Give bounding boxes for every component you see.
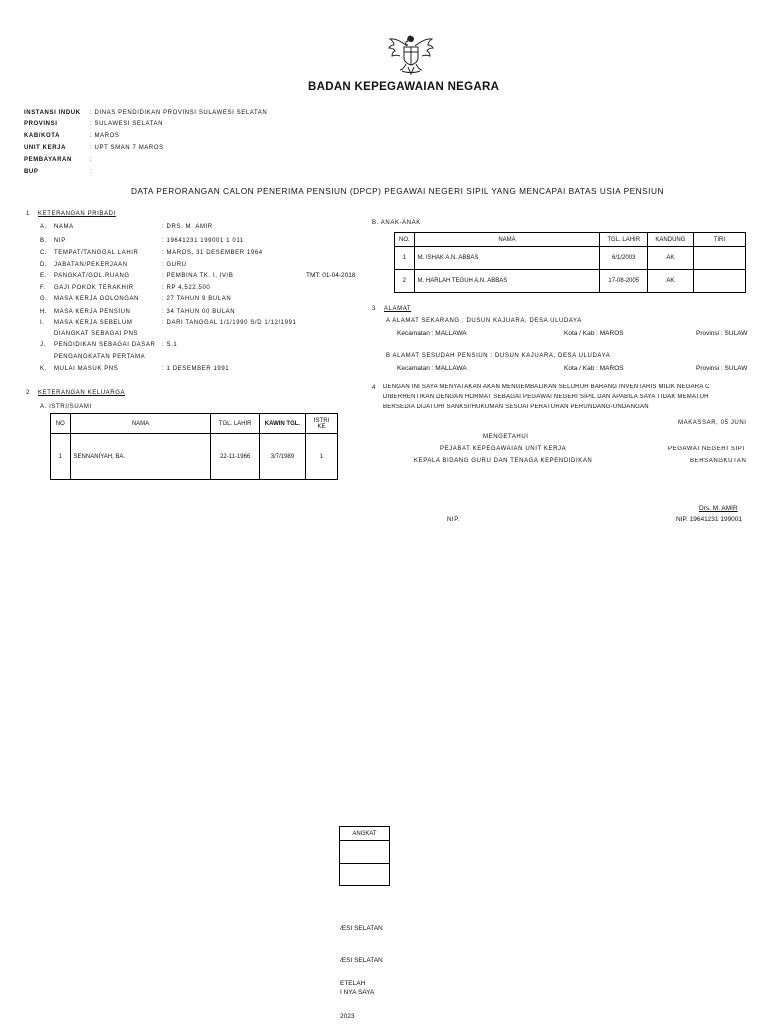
- retirement-address: B ALAMAT SESUDAH PENSIUN : DUSUN KAJUARA, DESA ULUDAYA: [386, 353, 611, 359]
- current-province: Provinsi : SULAW: [696, 330, 748, 337]
- row-value: : 19641231 199001 1 011: [162, 238, 244, 244]
- table-cell: 22-11-1966: [211, 434, 259, 480]
- section-heading: KETERANGAN PRIBADI: [38, 211, 116, 217]
- row-label: MASA KERJA SEBELUM: [54, 320, 133, 326]
- statement-line: DIBERHENTIKAN DENGAN HORMAT SEBAGAI PEGAWAI NEGERI SIPIL DAN APABILA SAYA TIDAK MEMATUH: [383, 394, 709, 400]
- column-header: NAMA: [70, 414, 211, 434]
- table-cell: 1: [395, 247, 415, 270]
- table-row: [395, 247, 746, 270]
- table-cell: SENNANIYAH, BA.: [70, 434, 211, 480]
- official-nip: NIP.: [447, 517, 461, 523]
- row-key: E.: [40, 273, 47, 279]
- table-cell: AK: [648, 247, 694, 270]
- info-value: : SULAWESI SELATAN: [90, 121, 164, 127]
- text-fragment: I NYA SAYA: [340, 989, 375, 996]
- row-value: : 34 TAHUN 00 BULAN: [162, 309, 236, 315]
- statement-line: BERSEDIA DIJATUHI SANKSI/HUKUMAN SESUAI PERATURAN PERUNDANG-UNDANGAN: [383, 404, 649, 410]
- row-value: : 27 TAHUN 9 BULAN: [162, 296, 232, 302]
- row-key: H.: [40, 309, 48, 315]
- table-cell: M. ISHAK A.N. ABBAS: [414, 247, 600, 270]
- row-label: MASA KERJA PENSIUN: [54, 309, 131, 315]
- info-value: :: [90, 157, 93, 163]
- employee-title: BERSANGKUTAN: [690, 458, 747, 464]
- column-header: KANDUNG: [648, 233, 694, 247]
- row-label: PENDIDIKAN SEBAGAI DASAR: [54, 342, 156, 348]
- children-heading: B. ANAK-ANAK: [372, 220, 421, 226]
- row-value: : RP 4,522,500: [162, 285, 211, 291]
- row-value: : MAROS, 31 DESEMBER 1964: [162, 250, 263, 256]
- current-city: Kota / Kab : MAROS: [564, 330, 624, 337]
- row-key: F.: [40, 285, 46, 291]
- row-value: : S.1: [162, 342, 178, 348]
- garuda-emblem-icon: [386, 30, 436, 76]
- text-fragment: /ESI SELATAN: [340, 957, 383, 964]
- spouse-table: [50, 413, 338, 480]
- table-cell: [693, 247, 745, 270]
- row-label: MASA KERJA GOLONGAN: [54, 296, 140, 302]
- spouse-subheading: A. ISTRI/SUAMI: [40, 404, 92, 410]
- table-cell: 3/7/1989: [259, 434, 305, 480]
- place-date: MAKASSAR, 05 JUNI: [678, 420, 747, 426]
- row-key: B.: [40, 238, 47, 244]
- row-label: MULAI MASUK PNS: [54, 366, 119, 372]
- tmt-date: TMT: 01-04-2018: [306, 272, 356, 279]
- info-label: KAB/KOTA: [24, 133, 61, 139]
- text-fragment: ETELAH: [340, 980, 366, 987]
- table-cell: 1: [51, 434, 71, 480]
- box-header: ANGKAT: [340, 827, 390, 841]
- box-cell: [340, 864, 390, 886]
- row-label: NIP: [54, 238, 66, 244]
- row-key: I.: [40, 320, 45, 326]
- row-value: : 1 DESEMBER 1991: [162, 366, 230, 372]
- row-value: : DRS. M. AMIR: [162, 224, 213, 230]
- row-key: C.: [40, 250, 48, 256]
- info-value: : DINAS PENDIDIKAN PROVINSI SULAWESI SELATAN: [90, 110, 268, 116]
- section-number: 3: [372, 306, 376, 312]
- row-key: K.: [40, 366, 47, 372]
- column-header: NO.: [395, 233, 415, 247]
- children-table: [394, 232, 746, 293]
- row-label: NAMA: [54, 224, 74, 230]
- section-heading: KETERANGAN KELUARGA: [38, 390, 126, 396]
- table-cell: 2: [395, 270, 415, 293]
- retirement-city: Kota / Kab : MAROS: [564, 365, 624, 372]
- section-number: 2: [26, 390, 30, 396]
- info-label: UNIT KERJA: [24, 145, 67, 151]
- table-row: [395, 270, 746, 293]
- info-label: INSTANSI INDUK: [24, 110, 81, 116]
- section-number: 1: [26, 211, 30, 217]
- info-value: :: [90, 169, 93, 175]
- row-key: G.: [40, 296, 48, 302]
- row-label: DIANGKAT SEBAGAI PNS: [54, 331, 139, 337]
- table-cell: M. HARLAH TEGUH A.N. ABBAS: [414, 270, 600, 293]
- row-value: : PEMBINA TK. I, IV/B: [162, 273, 234, 279]
- section-heading: ALAMAT: [384, 306, 412, 312]
- row-key: J.: [40, 342, 46, 348]
- retirement-district: Kecamatan : MALLAWA: [397, 365, 467, 372]
- row-label: PENGANGKATAN PERTAMA: [54, 354, 146, 360]
- current-address: A ALAMAT SEKARANG : DUSUN KAJUARA, DESA ULUDAYA: [386, 318, 582, 324]
- column-header: TIRI: [693, 233, 745, 247]
- row-key: A.: [40, 224, 47, 230]
- column-header: ISTRI KE: [306, 414, 338, 434]
- info-label: BUP: [24, 169, 39, 175]
- statement-line: DENGAN INI SAYA MENYATAKAN AKAN MENGEMBALIKAN SELURUH BARANG INVENTARIS MILIK NEGARA C: [383, 384, 710, 390]
- table-cell: 6/1/2003: [600, 247, 648, 270]
- agency-title: BADAN KEPEGAWAIAN NEGARA: [308, 81, 500, 93]
- column-header: KAWIN TGL.: [259, 414, 305, 434]
- current-district: Kecamatan : MALLAWA: [397, 330, 467, 337]
- column-header: NAMA: [414, 233, 600, 247]
- table-cell: 1: [306, 434, 338, 480]
- text-fragment: /ESI SELATAN: [340, 925, 383, 932]
- retirement-province: Provinsi : SULAW: [696, 365, 748, 372]
- document-title: DATA PERORANGAN CALON PENERIMA PENSIUN (DPCP) PEGAWAI NEGERI SIPIL YANG MENCAPAI BATAS USIA PENSIUN: [131, 186, 664, 196]
- table-row: [51, 434, 338, 480]
- knowing-label: MENGETAHUI: [483, 434, 529, 440]
- column-header: NO: [51, 414, 71, 434]
- table-cell: [693, 270, 745, 293]
- employee-label: PEGAWAI NEGERI SIPI: [668, 446, 745, 452]
- row-label: GAJI POKOK TERAKHIR: [54, 285, 134, 291]
- employee-nip: NIP. 19641231 199001: [676, 516, 743, 523]
- row-label: JABATAN/PEKERJAAN: [54, 262, 128, 268]
- row-value: : DARI TANGGAL 1/1/1990 S/D 1/12/1991: [162, 320, 297, 326]
- box-cell: [340, 841, 390, 864]
- text-fragment: 2023: [340, 1013, 355, 1020]
- info-value: : UPT SMAN 7 MAROS: [90, 145, 164, 151]
- employee-name: Drs. M. AMIR: [699, 505, 738, 512]
- section-number: 4: [372, 385, 376, 391]
- row-key: D.: [40, 262, 48, 268]
- info-label: PROVINSI: [24, 121, 58, 127]
- official-label: PEJABAT KEPEGAWAIAN UNIT KERJA: [440, 446, 567, 452]
- table-cell: AK: [648, 270, 694, 293]
- table-cell: 17-08-2005: [600, 270, 648, 293]
- row-value: : GURU: [162, 262, 187, 268]
- appointment-box: [339, 826, 390, 886]
- official-title: KEPALA BIDANG GURU DAN TENAGA KEPENDIDIKAN: [414, 458, 593, 464]
- row-label: TEMPAT/TANGGAL LAHIR: [54, 250, 139, 256]
- row-label: PANGKAT/GOL.RUANG: [54, 273, 130, 279]
- info-value: : MAROS: [90, 133, 120, 139]
- info-label: PEMBAYARAN: [24, 157, 72, 163]
- column-header: TGL. LAHIR: [211, 414, 259, 434]
- column-header: TGL. LAHIR: [600, 233, 648, 247]
